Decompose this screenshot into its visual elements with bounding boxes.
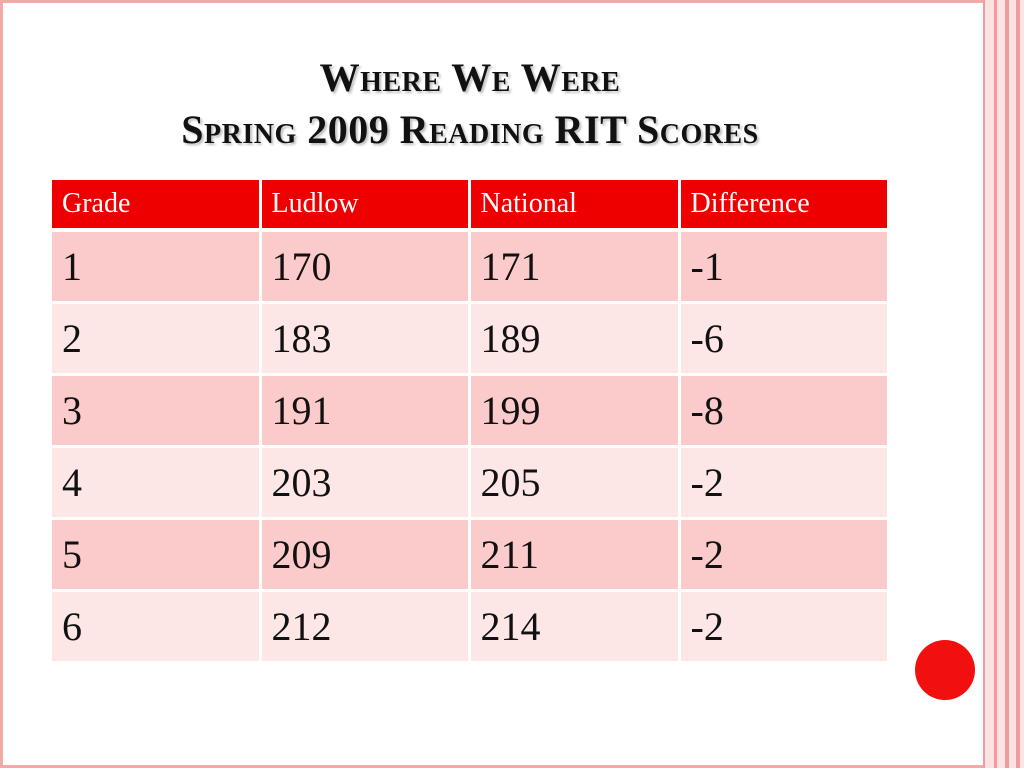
table-row	[52, 230, 887, 303]
header-ludlow: Ludlow	[260, 180, 469, 230]
title-line-2: Spring 2009 Reading RIT Scores	[181, 107, 759, 152]
cell-national: 199	[469, 375, 679, 447]
cell-grade: 3	[52, 375, 260, 447]
cell-difference: -8	[679, 375, 887, 447]
header-grade: Grade	[52, 180, 260, 230]
cell-ludlow: 203	[260, 447, 469, 519]
frame-border-top	[0, 0, 1024, 3]
cell-grade: 2	[52, 303, 260, 375]
cell-grade: 1	[52, 230, 260, 303]
cell-difference: -1	[679, 230, 887, 303]
cell-national: 171	[469, 230, 679, 303]
cell-grade: 6	[52, 591, 260, 663]
table-row	[52, 519, 887, 591]
right-stripe	[983, 0, 985, 768]
cell-grade: 5	[52, 519, 260, 591]
cell-national: 211	[469, 519, 679, 591]
table-row	[52, 591, 887, 663]
frame-border-left	[0, 0, 3, 768]
cell-national: 214	[469, 591, 679, 663]
cell-ludlow: 183	[260, 303, 469, 375]
cell-ludlow: 191	[260, 375, 469, 447]
title-line-1: Where We Were	[319, 55, 621, 100]
cell-national: 189	[469, 303, 679, 375]
right-stripe	[1005, 0, 1009, 768]
header-national: National	[469, 180, 679, 230]
cell-ludlow: 209	[260, 519, 469, 591]
table-row	[52, 375, 887, 447]
cell-national: 205	[469, 447, 679, 519]
header-difference: Difference	[679, 180, 887, 230]
cell-difference: -2	[679, 447, 887, 519]
cell-grade: 4	[52, 447, 260, 519]
scores-table	[52, 180, 887, 664]
right-stripe	[1016, 0, 1020, 768]
cell-difference: -2	[679, 519, 887, 591]
cell-ludlow: 170	[260, 230, 469, 303]
cell-difference: -2	[679, 591, 887, 663]
right-stripe	[994, 0, 997, 768]
cell-ludlow: 212	[260, 591, 469, 663]
cell-difference: -6	[679, 303, 887, 375]
table-row	[52, 447, 887, 519]
table-row	[52, 303, 887, 375]
slide-title	[40, 52, 900, 156]
decorative-red-dot	[915, 640, 975, 700]
table-header-row	[52, 180, 887, 230]
